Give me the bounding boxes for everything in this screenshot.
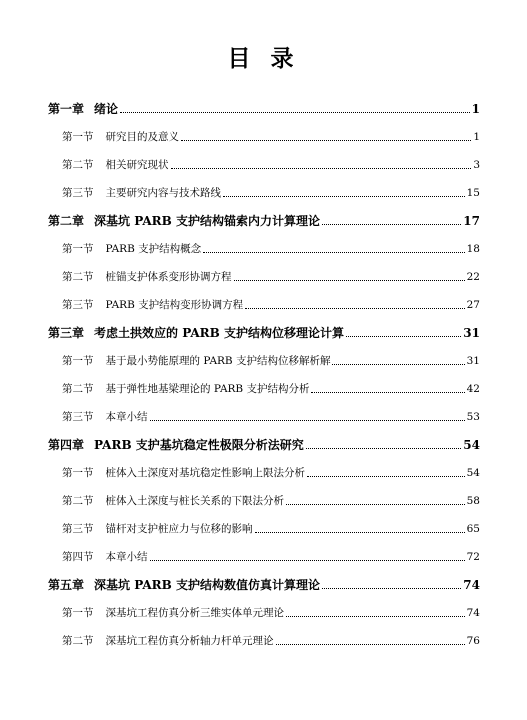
toc-page-number: 27 [466,299,480,311]
dot-leader [120,112,470,113]
toc-entry-label [62,382,309,396]
dot-leader [286,616,465,617]
toc-entry-label [62,550,148,564]
toc-section-entry[interactable] [48,340,480,368]
toc-entry-number: 第二章 [48,214,85,228]
toc-section-entry[interactable] [48,508,480,536]
dot-leader [286,504,465,505]
toc-entry-label [62,522,253,536]
toc-entry-text: 本章小结 [105,411,148,423]
dot-leader [346,336,461,337]
toc-page-number: 1 [471,102,480,116]
toc-section-entry[interactable] [48,368,480,396]
toc-page-number: 15 [466,187,480,199]
toc-chapter-entry[interactable] [48,200,480,228]
toc-entry-label [62,634,274,648]
dot-leader [171,168,472,169]
toc-entry-label [62,242,201,256]
toc-entry-number: 第一节 [62,607,94,619]
dot-leader [150,420,465,421]
toc-section-entry[interactable] [48,228,480,256]
toc-title: 目 录 [227,45,300,72]
toc-page-number: 65 [466,523,480,535]
toc-section-entry[interactable] [48,284,480,312]
toc-page-number: 54 [466,467,480,479]
toc-entry-text: PARB 支护结构概念 [105,243,202,255]
toc-entry-label [62,410,148,424]
toc-section-entry[interactable] [48,256,480,284]
toc-page-number: 74 [463,578,480,592]
toc-section-entry[interactable] [48,536,480,564]
toc-entry-number: 第一节 [62,131,94,143]
toc-entry-text: 深基坑 PARB 支护结构数值仿真计算理论 [94,578,320,592]
toc-entry-text: 本章小结 [105,551,148,563]
toc-entry-label [62,270,232,284]
toc-entry-number: 第三节 [62,411,94,423]
toc-entry-text: 桩体入土深度与桩长关系的下限法分析 [105,495,284,507]
dot-leader [332,364,464,365]
toc-entry-number: 第五章 [48,578,85,592]
toc-entry-number: 第一节 [62,355,94,367]
toc-page-number: 22 [466,271,480,283]
toc-entry-text: 基于最小势能原理的 PARB 支护结构位移解析解 [105,355,331,367]
toc-entry-label [62,158,169,172]
toc-entry-number: 第二节 [62,383,94,395]
toc-page-number: 3 [473,159,480,171]
toc-page-number: 31 [463,326,480,340]
dot-leader [203,252,464,253]
toc-section-entry[interactable] [48,620,480,648]
dot-leader [245,308,464,309]
toc-entry-text: 研究目的及意义 [105,131,179,143]
dot-leader [311,392,464,393]
toc-entry-number: 第三节 [62,299,94,311]
toc-entry-text: 主要研究内容与技术路线 [105,187,221,199]
toc-entry-label [62,494,284,508]
toc-entry-number: 第一节 [62,243,94,255]
toc-chapter-entry[interactable] [48,564,480,592]
toc-chapter-entry[interactable] [48,312,480,340]
toc-entry-label [48,326,344,340]
dot-leader [150,560,465,561]
toc-entry-label [62,130,179,144]
toc-entry-number: 第二节 [62,635,94,647]
toc-entry-text: 深基坑工程仿真分析三维实体单元理论 [105,607,284,619]
dot-leader [223,196,465,197]
toc-page-number: 1 [473,131,480,143]
toc-entry-text: 桩体入土深度对基坑稳定性影响上限法分析 [105,467,305,479]
toc-entry-number: 第四章 [48,438,85,452]
toc-entry-text: 基于弹性地基梁理论的 PARB 支护结构分析 [105,383,310,395]
toc-entry-label [48,102,118,116]
toc-section-entry[interactable] [48,592,480,620]
toc-entry-number: 第三章 [48,326,85,340]
toc-page-number: 53 [466,411,480,423]
toc-section-entry[interactable] [48,396,480,424]
toc-page-number: 58 [466,495,480,507]
toc-entry-number: 第一章 [48,102,85,116]
toc-entry-number: 第一节 [62,467,94,479]
toc-page-number: 72 [466,551,480,563]
toc-entry-number: 第二节 [62,495,94,507]
toc-entry-label [62,186,221,200]
toc-entry-label [48,214,320,228]
toc-entry-label [48,438,304,452]
toc-page-number: 74 [466,607,480,619]
toc-entry-label [62,466,305,480]
toc-entry-label [62,606,284,620]
toc-entry-text: 锚杆对支护桩应力与位移的影响 [105,523,253,535]
toc-page-number: 31 [466,355,480,367]
toc-entry-number: 第三节 [62,523,94,535]
dot-leader [322,588,461,589]
toc-entry-label [48,578,320,592]
toc-entry-text: 深基坑工程仿真分析轴力杆单元理论 [105,635,274,647]
toc-entry-text: 相关研究现状 [105,159,169,171]
toc-chapter-entry[interactable] [48,88,480,116]
toc-page-number: 76 [466,635,480,647]
toc-entry-label [62,298,243,312]
dot-leader [255,532,465,533]
toc-page-number: 18 [466,243,480,255]
dot-leader [234,280,465,281]
toc-entry-text: 绪论 [94,102,119,116]
toc-entry-text: 深基坑 PARB 支护结构锚索内力计算理论 [94,214,320,228]
toc-section-entry[interactable] [48,116,480,144]
dot-leader [322,224,461,225]
toc-entry-text: 桩锚支护体系变形协调方程 [105,271,232,283]
toc-entry-number: 第二节 [62,159,94,171]
toc-entry-number: 第四节 [62,551,94,563]
toc-chapter-entry[interactable] [48,424,480,452]
toc-entry-text: PARB 支护基坑稳定性极限分析法研究 [94,438,304,452]
toc-section-entry[interactable] [48,480,480,508]
toc-entry-text: 考虑土拱效应的 PARB 支护结构位移理论计算 [94,326,344,340]
toc-entry-label [62,354,330,368]
dot-leader [306,448,462,449]
dot-leader [307,476,465,477]
toc-section-entry[interactable] [48,144,480,172]
toc-page-number: 42 [466,383,480,395]
toc-page-number: 17 [463,214,480,228]
toc-page-number: 54 [463,438,480,452]
toc-section-entry[interactable] [48,172,480,200]
dot-leader [181,140,471,141]
toc-entry-number: 第二节 [62,271,94,283]
toc-list [48,88,480,648]
dot-leader [276,644,465,645]
toc-entry-number: 第三节 [62,187,94,199]
toc-section-entry[interactable] [48,452,480,480]
toc-entry-text: PARB 支护结构变形协调方程 [105,299,244,311]
